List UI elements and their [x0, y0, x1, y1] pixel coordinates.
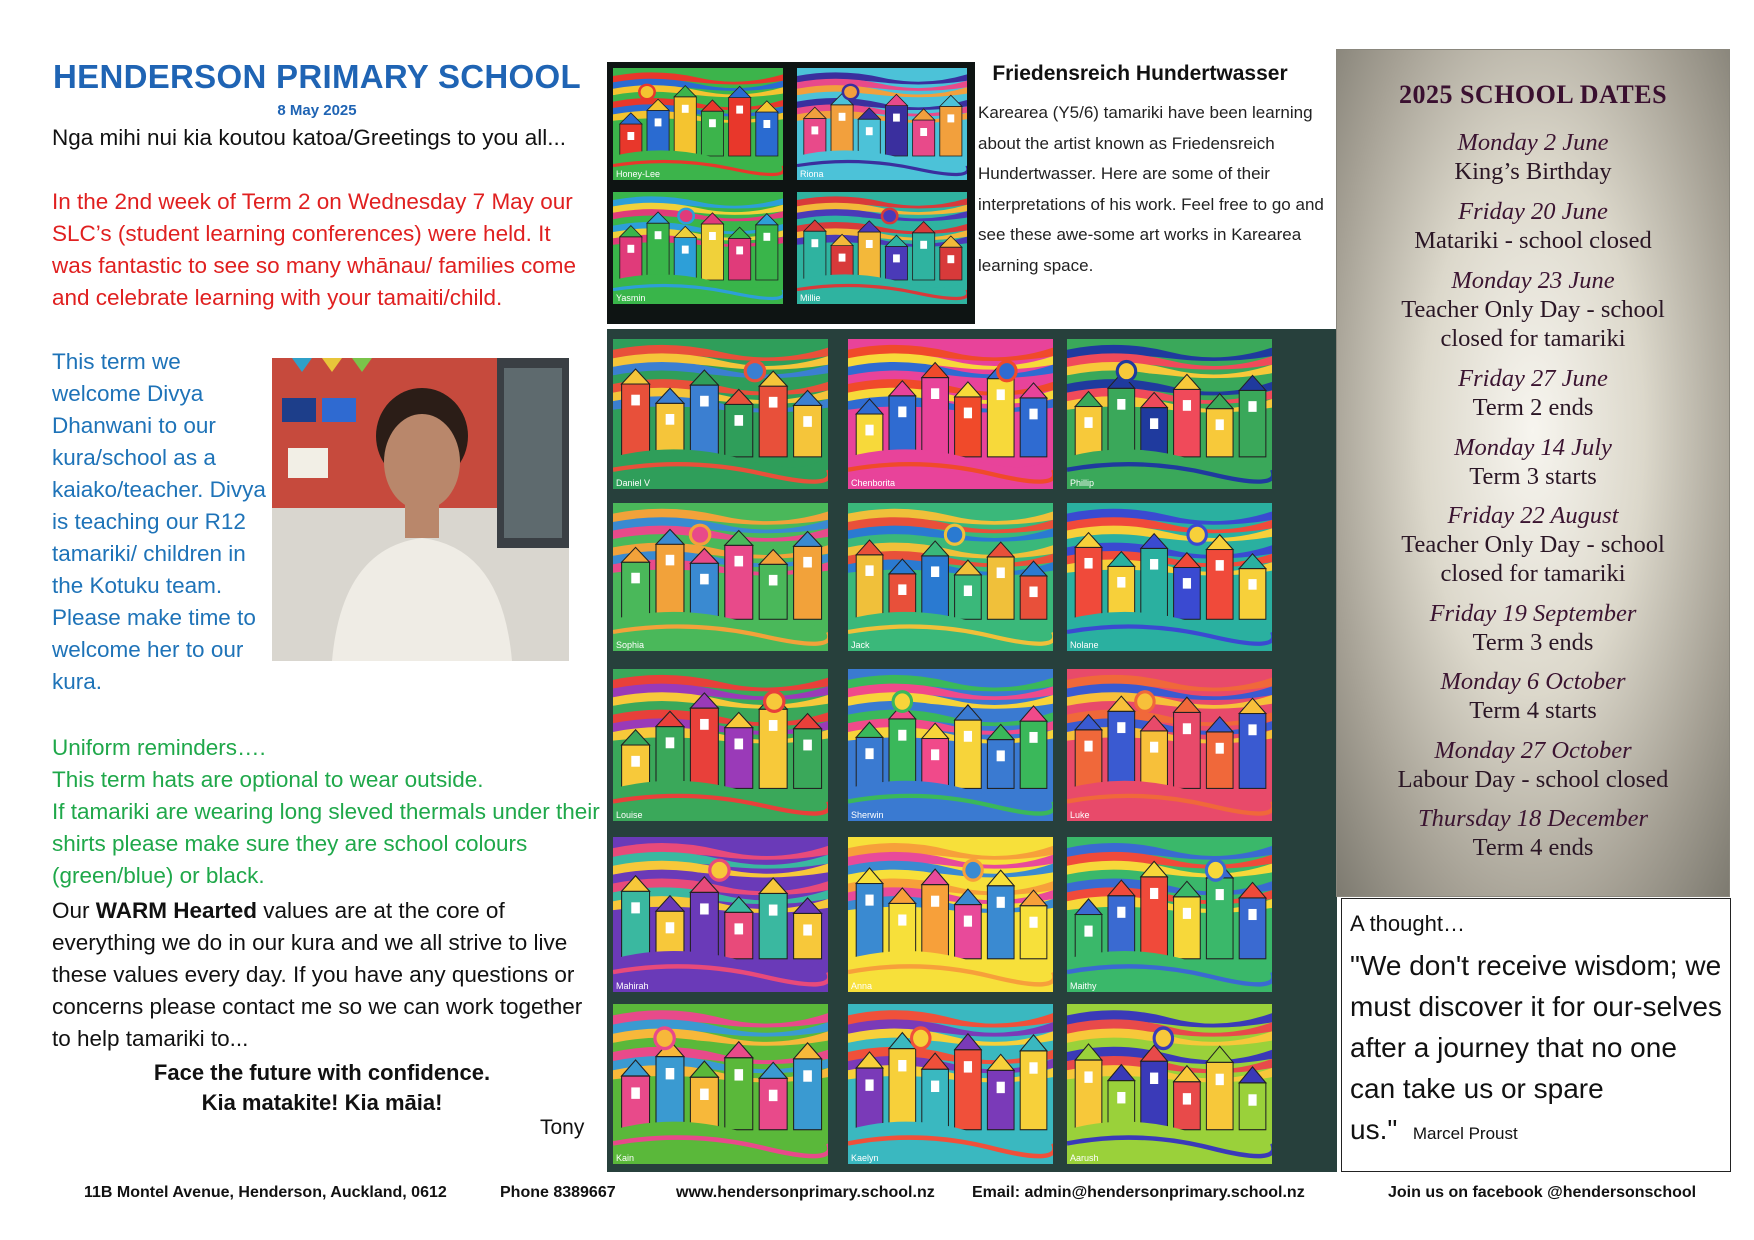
artwork-student-name: Anna — [851, 981, 873, 991]
footer-website[interactable]: www.hendersonprimary.school.nz — [676, 1184, 935, 1201]
uniform-reminders — [52, 732, 612, 892]
artwork-tile — [613, 503, 828, 651]
school-date-event: Term 2 ends — [1472, 394, 1594, 421]
school-date-entry — [1337, 599, 1729, 657]
thought-box — [1341, 898, 1731, 1172]
warm-hearted-text: WARM Hearted — [95, 898, 258, 923]
school-date-entry — [1337, 266, 1729, 353]
school-motto — [52, 1058, 592, 1118]
artwork-student-name: Sherwin — [851, 810, 884, 820]
artwork-student-name: Louise — [616, 810, 643, 820]
artwork-tile — [613, 339, 828, 489]
school-date-entry — [1337, 667, 1729, 725]
teacher-photo — [272, 358, 569, 661]
artwork-tile — [613, 837, 828, 992]
newsletter-date: 8 May 2025 — [277, 102, 357, 119]
school-date-day: Friday 20 June — [1458, 198, 1608, 225]
footer — [0, 1184, 1754, 1208]
school-date-day: Monday 27 October — [1434, 737, 1632, 764]
school-dates-panel — [1337, 50, 1729, 896]
artwork-student-name: Maithy — [1070, 981, 1097, 991]
school-date-event: King’s Birthday — [1454, 158, 1612, 185]
artwork-student-name: Honey-Lee — [616, 169, 661, 179]
school-date-entry — [1337, 197, 1729, 255]
motto-line-1: Face the future with confidence. — [153, 1060, 491, 1085]
quote-text: "We don't receive wisdom; we must discover it for our-selves after a journey that no one can take us or spare us." — [1350, 950, 1722, 1145]
artwork-student-name: Sophia — [616, 640, 645, 650]
uniform-thermals: If tamariki are wearing long sleved thermals under their shirts please make sure they are school colours (green/blue) or black. — [52, 799, 600, 888]
artwork-tile — [848, 1004, 1053, 1164]
footer-email[interactable]: Email: admin@hendersonprimary.school.nz — [972, 1184, 1305, 1201]
school-date-day: Friday 19 September — [1429, 600, 1637, 627]
artwork-tile — [1067, 339, 1272, 489]
values-rest: values are at the core of everything we do in our kura and we all strive to live these values every day. If you have any questions or concerns please contact me so we can work together to help tamariki to... — [52, 898, 583, 1051]
school-date-entry — [1337, 501, 1729, 588]
artwork-student-name: Millie — [800, 293, 821, 303]
slc-paragraph: In the 2nd week of Term 2 on Wednesday 7 May our SLC’s (student learning conferences) were held. It was fantastic to see so many whānau/ families come and celebrate learning with your tamaiti/child. — [52, 189, 576, 310]
uniform-hats: This term hats are optional to wear outside. — [52, 767, 484, 792]
quote-author: Marcel Proust — [1412, 1124, 1518, 1143]
artwork-student-name: Riona — [800, 169, 824, 179]
artwork-tile — [1067, 669, 1272, 821]
artwork-tile — [1067, 837, 1272, 992]
school-date-entry — [1337, 804, 1729, 862]
uniform-title: Uniform reminders…. — [52, 735, 266, 760]
artwork-tile — [848, 503, 1053, 651]
school-date-day: Friday 22 August — [1447, 502, 1619, 529]
artwork-student-name: Aarush — [1070, 1153, 1099, 1163]
artwork-tile — [613, 68, 783, 180]
values-paragraph — [52, 895, 592, 1055]
school-date-event: Teacher Only Day - school closed for tamariki — [1401, 296, 1665, 352]
footer-phone: Phone 8389667 — [500, 1184, 616, 1201]
footer-facebook[interactable]: Join us on facebook @hendersonschool — [1388, 1184, 1697, 1201]
greeting-text: Nga mihi nui kia koutou katoa/Greetings to you all... — [52, 125, 567, 150]
school-date-event: Term 3 ends — [1472, 629, 1594, 656]
artwork-tile — [797, 68, 967, 180]
school-date-event: Matariki - school closed — [1414, 227, 1652, 254]
signoff: Tony — [540, 1116, 585, 1139]
artwork-student-name: Kain — [616, 1153, 635, 1163]
school-date-day: Monday 2 June — [1457, 129, 1609, 156]
school-date-entry — [1337, 364, 1729, 422]
article-body: Karearea (Y5/6) tamariki have been learning about the artist known as Friedensreich Hundertwasser. Here are some of their interpretations of his work. Feel free to go and see these awe-some art works in Karearea learning space. — [978, 103, 1324, 275]
artwork-tile — [613, 192, 783, 304]
school-date-day: Thursday 18 December — [1418, 805, 1648, 832]
artwork-student-name: Nolane — [1070, 640, 1099, 650]
motto-line-2: Kia matakite! Kia māia! — [201, 1090, 443, 1115]
school-date-event: Teacher Only Day - school closed for tamariki — [1401, 531, 1665, 587]
welcome-teacher-paragraph: This term we welcome Divya Dhanwani to our kura/school as a kaiako/teacher. Divya is teaching our R12 tamariki/ children in the Kotuku team. Please make time to welcome her to our kura. — [52, 349, 266, 694]
artwork-student-name: Luke — [1070, 810, 1090, 820]
school-date-event: Labour Day - school closed — [1397, 766, 1669, 793]
artwork-tile — [1067, 503, 1272, 651]
artwork-tile — [797, 192, 967, 304]
artwork-tile — [613, 669, 828, 821]
artwork-student-name: Kaelyn — [851, 1153, 879, 1163]
thought-label: A thought… — [1350, 911, 1465, 936]
thought-quote — [1350, 945, 1725, 1154]
school-date-day: Monday 14 July — [1454, 434, 1612, 461]
artwork-student-name: Daniel V — [616, 478, 651, 488]
artwork-tile — [848, 339, 1053, 489]
artwork-student-name: Jack — [851, 640, 870, 650]
school-date-event: Term 3 starts — [1469, 463, 1597, 490]
artwork-student-name: Chenborita — [851, 478, 896, 488]
artwork-student-name: Yasmin — [616, 293, 646, 303]
school-date-entry — [1337, 128, 1729, 186]
school-date-event: Term 4 starts — [1469, 697, 1597, 724]
artwork-tile — [1067, 1004, 1272, 1164]
school-dates-heading: 2025 SCHOOL DATES — [1398, 80, 1668, 109]
artwork-tile — [848, 837, 1053, 992]
school-title: HENDERSON PRIMARY SCHOOL — [53, 58, 581, 95]
school-date-day: Monday 23 June — [1451, 267, 1615, 294]
artwork-tile — [613, 1004, 828, 1164]
article-title: Friedensreich Hundertwasser — [992, 62, 1288, 85]
school-date-event: Term 4 ends — [1472, 834, 1594, 861]
school-date-entry — [1337, 736, 1729, 794]
artwork-student-name: Mahirah — [616, 981, 649, 991]
school-date-day: Friday 27 June — [1458, 365, 1608, 392]
values-prefix: Our — [52, 898, 96, 923]
school-date-entry — [1337, 433, 1729, 491]
footer-address: 11B Montel Avenue, Henderson, Auckland, 0612 — [84, 1184, 447, 1201]
school-date-day: Monday 6 October — [1440, 668, 1626, 695]
artwork-student-name: Phillip — [1070, 478, 1095, 488]
artwork-tile — [848, 669, 1053, 821]
